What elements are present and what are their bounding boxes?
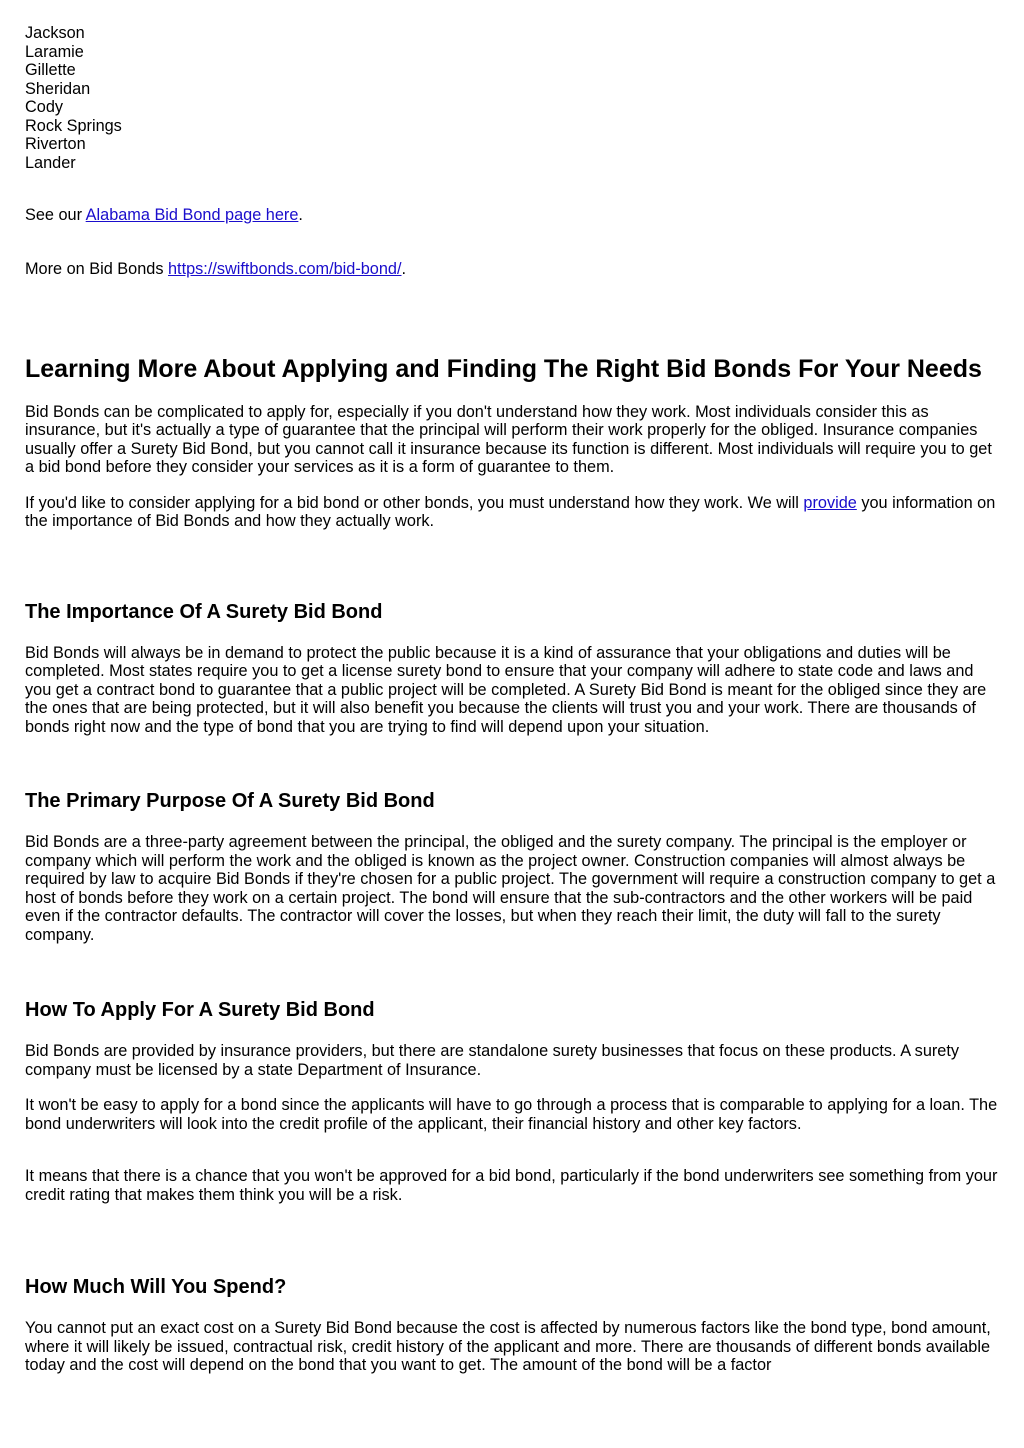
section-cost-paragraph: You cannot put an exact cost on a Surety Bid Bond because the cost is affected by numerous factors like the bond type, bond amount, where it will likely be issued, contractual risk, credit history of the applicant and more. There are thousands of different bonds available today and the cost will depend on the bond that you want to get. The amount of the bond will be a factor [25, 1319, 991, 1374]
section-heading-importance: The Importance Of A Surety Bid Bond [25, 600, 383, 623]
section-apply-paragraph-1: Bid Bonds are provided by insurance providers, but there are standalone surety businesses that focus on these products. A surety company must be licensed by a state Department of Insurance. [25, 1042, 960, 1079]
city-item: Lander [25, 153, 76, 172]
article-title: Learning More About Applying and Finding The Right Bid Bonds For Your Needs [25, 355, 982, 383]
section-heading-cost: How Much Will You Spend? [25, 1276, 287, 1298]
section-apply-paragraph-3: It means that there is a chance that you won't be approved for a bid bond, particularly if the bond underwriters see something from your credit rating that makes them think you will be a risk. [25, 1167, 998, 1204]
see-our-line [25, 206, 1001, 225]
section-heading-purpose: The Primary Purpose Of A Surety Bid Bond [25, 790, 435, 812]
intro-paragraph-1: Bid Bonds can be complicated to apply for, especially if you don't understand how they work. Most individuals consider this as insurance, but it's actually a type of guarantee that the principal will perform their work properly for the obliged. Insurance companies usually offer a Surety Bid Bond, but you cannot call it insurance because its function is different. Most individuals will require you to get a bid bond before they consider your services as it is a form of guarantee to them. [25, 402, 992, 476]
section-purpose-paragraph: Bid Bonds are a three-party agreement between the principal, the obliged and the surety company. The principal is the employer or company which will perform the work and the obliged is known as the project owner. Construction companies will almost always be required by law to acquire Bid Bonds if they're chosen for a public project. The government will require a construction company to get a host of bonds before they work on a certain project. The bond will ensure that the sub-contractors and the other workers will be paid even if the contractor defaults. The contractor will cover the losses, but when they reach their limit, the duty will fall to the surety company. [25, 833, 996, 944]
document-page [25, 24, 1001, 1375]
section-apply-paragraph-2: It won't be easy to apply for a bond since the applicants will have to go through a process that is comparable to applying for a loan. The bond underwriters will look into the credit profile of the applicant, their financial history and other key factors. [25, 1096, 998, 1133]
section-importance-paragraph: Bid Bonds will always be in demand to protect the public because it is a kind of assurance that your obligations and duties will be completed. Most states require you to get a license surety bond to ensure that your company will adhere to state code and laws and you get a contract bond to guarantee that a public project will be completed. A Surety Bid Bond is meant for the obliged since they are the ones that are being protected, but it will also benefit you because the clients will trust you and your work. There are thousands of bonds right now and the type of bond that you are trying to find will depend upon your situation. [25, 643, 987, 736]
city-item: Cody [25, 98, 64, 116]
city-item: Sheridan [25, 79, 91, 98]
city-list [25, 24, 1001, 172]
bid-bond-url-link[interactable]: https://swiftbonds.com/bid-bond/ [168, 259, 402, 278]
more-on-prefix: More on Bid Bonds [25, 259, 168, 278]
provide-link[interactable]: provide [803, 493, 857, 512]
alabama-bid-bond-link[interactable]: Alabama Bid Bond page here [85, 206, 299, 224]
see-our-prefix: See our [25, 206, 86, 224]
intro-paragraph-2 [25, 494, 1001, 531]
more-on-line [25, 260, 1001, 279]
see-our-suffix: . [298, 206, 303, 224]
city-item: Rock Springs [25, 116, 122, 135]
city-item: Gillette [25, 61, 76, 79]
city-item: Jackson [25, 24, 85, 42]
intro-p2-after: you information on the importance of Bid Bonds and how they actually work. [25, 493, 996, 530]
more-on-suffix: . [401, 259, 407, 278]
section-heading-apply: How To Apply For A Surety Bid Bond [25, 999, 375, 1021]
city-item: Riverton [25, 135, 86, 153]
intro-p2-before: If you'd like to consider applying for a bid bond or other bonds, you must understand how they work. We will [25, 493, 804, 512]
city-item: Laramie [25, 42, 84, 61]
